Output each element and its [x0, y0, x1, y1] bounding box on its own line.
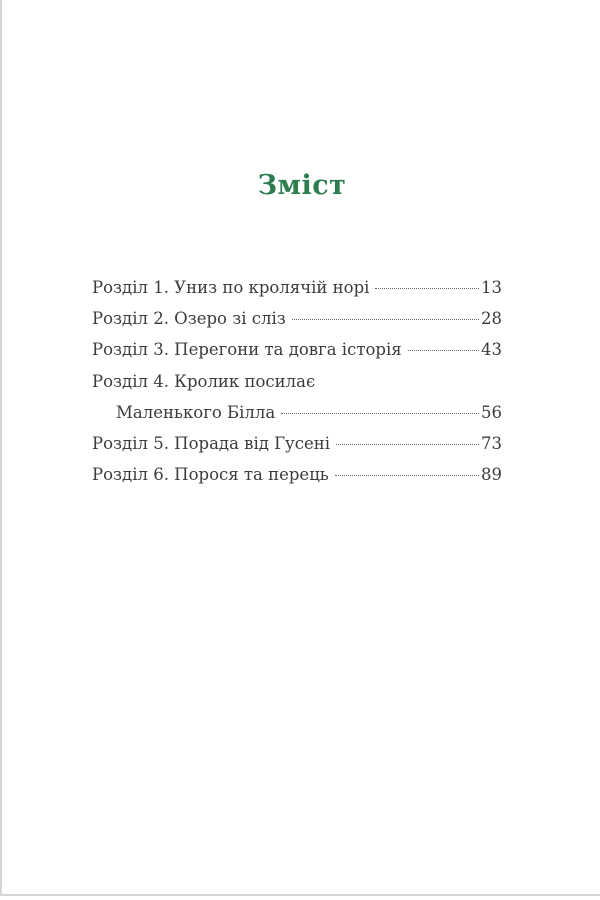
- dot-leader: [292, 319, 479, 320]
- dot-leader: [281, 413, 479, 414]
- toc-entry-2: [92, 303, 502, 334]
- dot-leader: [336, 444, 479, 445]
- dot-leader: [335, 475, 479, 476]
- table-of-contents: [92, 272, 502, 490]
- toc-entry-label-continuation: Маленького Білла: [116, 402, 276, 422]
- dot-leader: [375, 288, 479, 289]
- toc-entry-label: Розділ 5. Порада від Гусені: [92, 433, 331, 453]
- toc-entry-1: [92, 272, 502, 303]
- toc-entry-page: 43: [481, 340, 502, 360]
- toc-entry-page: 13: [481, 278, 502, 297]
- toc-entry-page: 73: [481, 433, 502, 453]
- toc-entry-3: [92, 334, 502, 365]
- toc-entry-label: Розділ 3. Перегони та довга історія: [92, 340, 402, 360]
- toc-entry-page: 89: [481, 465, 502, 485]
- toc-entry-label: Розділ 6. Порося та перець: [92, 465, 329, 485]
- page-title: Зміст: [257, 170, 347, 201]
- toc-entry-label: Розділ 2. Озеро зі сліз: [92, 309, 286, 329]
- toc-entry-page: 56: [481, 402, 502, 422]
- toc-entry-5: [92, 428, 502, 459]
- dot-leader: [408, 350, 479, 351]
- toc-entry-4-continuation: [92, 397, 502, 428]
- toc-entry-label: Розділ 4. Кролик посилає: [92, 371, 316, 391]
- toc-entry-6: [92, 459, 502, 490]
- toc-entry-4: [92, 366, 502, 397]
- toc-entry-label: Розділ 1. Униз по кролячій норі: [92, 278, 370, 297]
- toc-entry-page: 28: [481, 309, 502, 329]
